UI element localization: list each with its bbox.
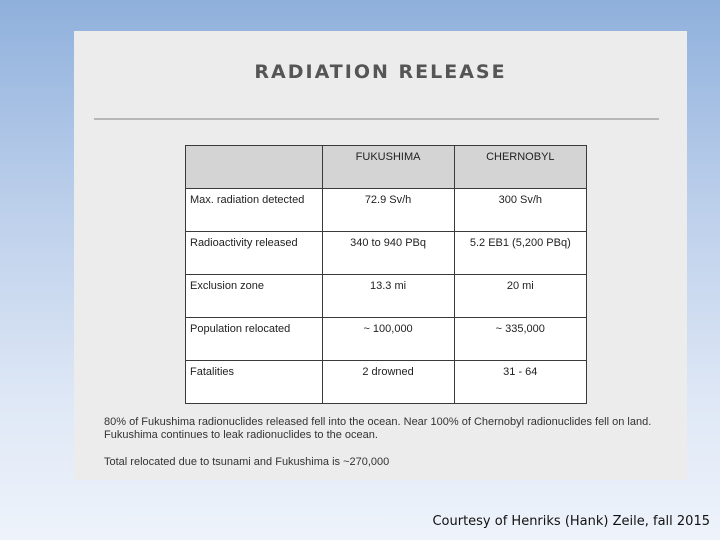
row-label: Fatalities — [186, 361, 323, 404]
chernobyl-value: 5.2 EB1 (5,200 PBq) — [454, 232, 586, 275]
header-chernobyl: CHERNOBYL — [454, 146, 586, 189]
table-row — [186, 318, 587, 361]
table-header-row — [186, 146, 587, 189]
header-fukushima: FUKUSHIMA — [322, 146, 454, 189]
table-row — [186, 275, 587, 318]
table-row — [186, 361, 587, 404]
chernobyl-value: ~ 335,000 — [454, 318, 586, 361]
header-empty-cell — [186, 146, 323, 189]
chernobyl-value: 31 - 64 — [454, 361, 586, 404]
comparison-table — [185, 145, 587, 404]
chernobyl-value: 20 mi — [454, 275, 586, 318]
credit-text: Courtesy of Henriks (Hank) Zeile, fall 2015 — [432, 514, 710, 529]
footnote-total-relocated: Total relocated due to tsunami and Fukushima is ~270,000 — [104, 456, 390, 468]
slide-title: RADIATION RELEASE — [254, 61, 507, 83]
row-label: Radioactivity released — [186, 232, 323, 275]
fukushima-value: 13.3 mi — [322, 275, 454, 318]
row-label: Population relocated — [186, 318, 323, 361]
table-row — [186, 232, 587, 275]
title-divider — [94, 118, 659, 120]
fukushima-value: 2 drowned — [322, 361, 454, 404]
slide-image — [74, 31, 687, 480]
row-label: Max. radiation detected — [186, 189, 323, 232]
chernobyl-value: 300 Sv/h — [454, 189, 586, 232]
fukushima-value: ~ 100,000 — [322, 318, 454, 361]
fukushima-value: 72.9 Sv/h — [322, 189, 454, 232]
table-row — [186, 189, 587, 232]
row-label: Exclusion zone — [186, 275, 323, 318]
footnote-ocean-release: 80% of Fukushima radionuclides released fell into the ocean. Near 100% of Chernobyl radionuclides fell on land. Fukushima continues to leak radionuclides to the ocean. — [104, 416, 652, 441]
fukushima-value: 340 to 940 PBq — [322, 232, 454, 275]
